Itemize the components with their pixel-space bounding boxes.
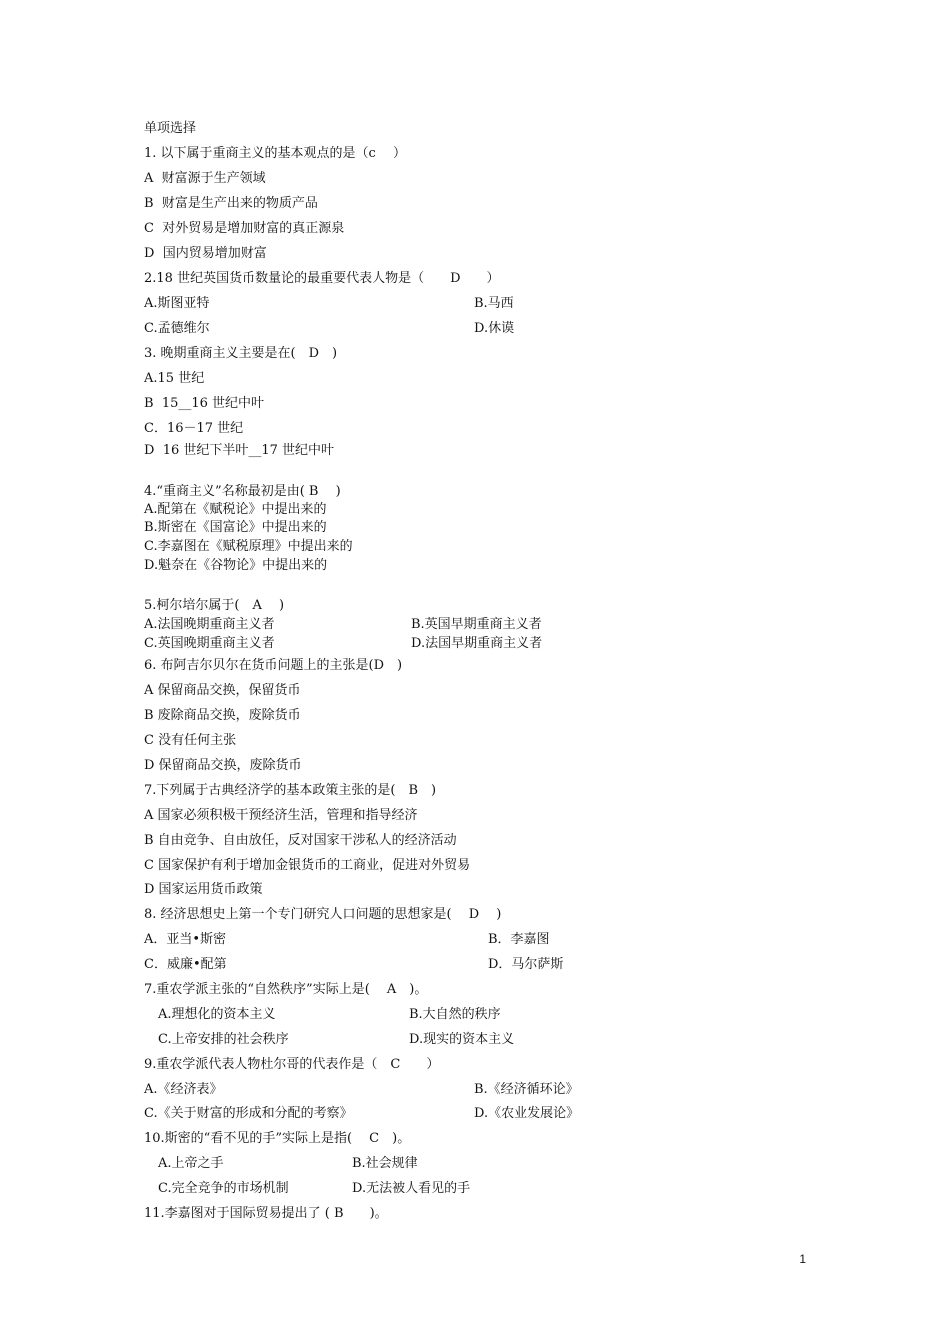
question-10: 10.斯密的“看不见的手”实际上是指( C )。 [144,1131,411,1146]
option-1d: D 国内贸易增加财富 [144,246,267,261]
option-3a: A.15 世纪 [144,371,205,386]
option-8c: C．威廉•配第 [144,957,227,972]
option-1b: B 财富是生产出来的物质产品 [144,196,318,211]
question-11: 11.李嘉图对于国际贸易提出了 ( B )。 [144,1206,388,1221]
option-3c: C．16－17 世纪 [144,421,244,436]
option-6d: D 保留商品交换，废除货币 [144,758,302,773]
option-7d: D 国家运用货币政策 [144,882,263,897]
option-9d: D.《农业发展论》 [474,1106,580,1121]
option-4b: B.斯密在《国富论》中提出来的 [144,520,327,535]
option-5c: C.英国晚期重商主义者 [144,636,275,651]
question-2: 2.18 世纪英国货币数量论的最重要代表人物是（ D ） [144,271,500,286]
option-2c: C.孟德维尔 [144,321,210,336]
option-7b-b: B.大自然的秩序 [409,1007,501,1022]
question-5: 5.柯尔培尔属于( A ) [144,598,285,613]
option-7b-d: D.现实的资本主义 [409,1032,515,1047]
option-7a: A 国家必须积极干预经济生活，管理和指导经济 [144,808,418,823]
option-7b-a: A.理想化的资本主义 [158,1007,276,1022]
question-7: 7.下列属于古典经济学的基本政策主张的是( B ) [144,783,437,798]
option-6c: C 没有任何主张 [144,733,237,748]
option-5d: D.法国早期重商主义者 [411,636,543,651]
question-7b: 7.重农学派主张的“自然秩序”实际上是( A )。 [144,982,428,997]
option-10b: B.社会规律 [352,1156,418,1171]
question-1: 1. 以下属于重商主义的基本观点的是（c ） [144,146,406,161]
option-5b: B.英国早期重商主义者 [411,617,542,632]
option-7b-c: C.上帝安排的社会秩序 [158,1032,289,1047]
option-1c: C 对外贸易是增加财富的真正源泉 [144,221,345,236]
option-5a: A.法国晚期重商主义者 [144,617,275,632]
option-2d: D.休谟 [474,321,515,336]
option-8d: D．马尔萨斯 [488,957,564,972]
option-4c: C.李嘉图在《赋税原理》中提出来的 [144,539,353,554]
question-9: 9.重农学派代表人物杜尔哥的代表作是（ C ） [144,1057,440,1072]
option-2a: A.斯图亚特 [144,296,210,311]
option-9b: B.《经济循环论》 [474,1082,579,1097]
section-heading: 单项选择 [144,121,197,136]
option-4d: D.魁奈在《谷物论》中提出来的 [144,558,328,573]
option-10a: A.上帝之手 [158,1156,224,1171]
option-7b: B 自由竞争、自由放任，反对国家干涉私人的经济活动 [144,833,457,848]
option-8b: B．李嘉图 [488,932,550,947]
question-6: 6. 布阿吉尔贝尔在货币问题上的主张是(D ) [144,658,403,673]
option-6b: B 废除商品交换，废除货币 [144,708,301,723]
option-10d: D.无法被人看见的手 [352,1181,471,1196]
option-2b: B.马西 [474,296,514,311]
question-4: 4.“重商主义”名称最初是由( B ) [144,484,341,499]
option-4a: A.配第在《赋税论》中提出来的 [144,502,327,517]
option-1a: A 财富源于生产领域 [144,171,266,186]
option-9c: C.《关于财富的形成和分配的考察》 [144,1106,353,1121]
page-number: 1 [799,1252,806,1266]
option-10c: C.完全竞争的市场机制 [158,1181,289,1196]
option-8a: A．亚当•斯密 [144,932,227,947]
option-3d: D 16 世纪下半叶__17 世纪中叶 [144,443,335,458]
option-7c: C 国家保护有利于增加金银货币的工商业，促进对外贸易 [144,858,471,873]
option-9a: A.《经济表》 [144,1082,223,1097]
option-6a: A 保留商品交换，保留货币 [144,683,301,698]
question-3: 3. 晚期重商主义主要是在( D ) [144,346,338,361]
question-8: 8. 经济思想史上第一个专门研究人口问题的思想家是( D ) [144,907,502,922]
option-3b: B 15__16 世纪中叶 [144,396,265,411]
